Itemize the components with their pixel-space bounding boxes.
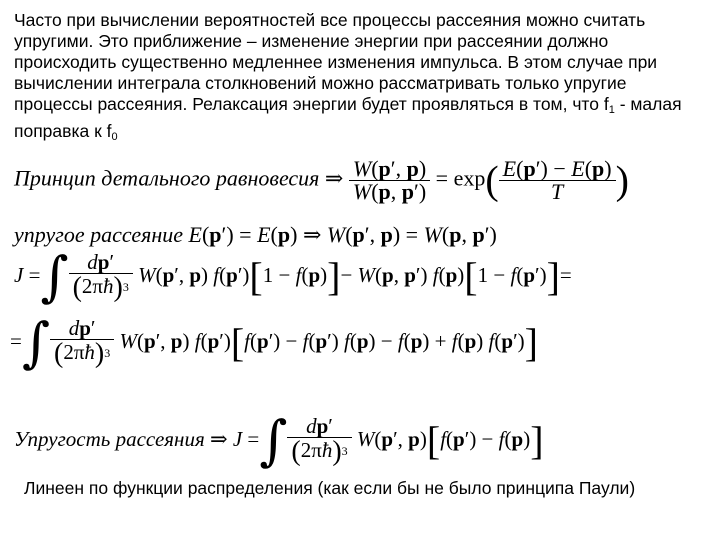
intro-line-4: вычислении интеграла столкновений можно рассматривать только упругие [14, 73, 627, 93]
elasticity-equation: Упругость рассеяния ⇒ J =∫ $\frac{dp'}{(2\pi ħ)3}$ W(p′, p)[f(p′) − f(p)] [14, 409, 544, 472]
elasticity-label: Упругость рассеяния [14, 426, 205, 451]
collision-integral-equation: J =∫ $\frac{dp'}{(2\pi ħ)3}$ W(p′, p) f(p′)[1 − f(p)]− W(p, p′) f(p)[1 − f(p′)]= [14, 245, 572, 308]
energy-ratio: $\frac{E(p') - E(p)}{T}$ [499, 158, 616, 203]
elastic-scattering-equation: упругое рассеяние E(p′) = E(p) ⇒ W(p′, p) = W(p, p′) [14, 222, 497, 248]
detailed-balance-label: Принцип детального равновесия [14, 165, 320, 191]
intro-line-6: поправка к f [14, 121, 112, 141]
intro-line-2: упругими. Это приближение – изменение энергии при рассеянии должно [14, 31, 609, 51]
elastic-label: упругое рассеяние [14, 222, 183, 247]
intro-line-3: происходить существенно медленнее изменения импульса. В этом случае при [14, 52, 658, 72]
intro-line-5-end: - малая [614, 94, 682, 114]
f0-subscript: 0 [111, 131, 118, 143]
probability-ratio: $\frac{W(p', p)}{W(p, p')}$ [349, 158, 430, 203]
intro-line-1: Часто при вычислении вероятностей все процессы рассеяния можно считать [14, 10, 646, 30]
intro-line-5: процессы рассеяния. Релаксация энергии будет проявляться в том, что f [14, 94, 609, 114]
f1-subscript: 1 [608, 104, 615, 116]
detailed-balance-equation: Принцип детального равновесия ⇒ $\frac{W(p', p)}{W(p, p')}$ = exp( $\frac{E(p') - E(p)}{T}$ ) [14, 156, 629, 204]
linearity-note: Линеен по функции распределения (как если бы не было принципа Паули) [24, 478, 636, 498]
intro-paragraph [14, 10, 714, 148]
collision-integral-expanded: =∫ $\frac{dp'}{(2\pi ħ)3}$ W(p′, p) f(p′)[f(p′) − f(p′) f(p) − f(p) + f(p) f(p′)] [10, 311, 538, 374]
